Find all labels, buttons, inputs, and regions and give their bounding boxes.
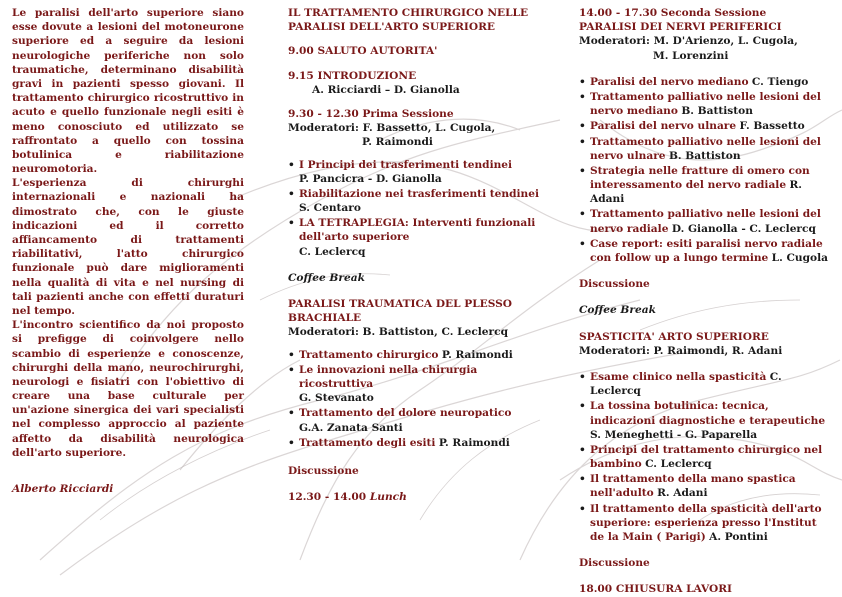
list-item: • I Principi dei trasferimenti tendinei P. Pancicra - D. Gianolla: [288, 158, 542, 186]
list-item: • Il trattamento della mano spastica nell'adulto R. Adani: [579, 472, 834, 500]
list-item: • Il trattamento della spasticità dell'arto superiore: esperienza presso l'Institut de la Main ( Parigi) A. Pontini: [579, 502, 834, 545]
list-item: • Case report: esiti paralisi nervo radiale con follow up a lungo termine L. Cugola: [579, 237, 834, 265]
list-item: • Paralisi del nervo ulnare F. Bassetto: [579, 119, 834, 133]
list-item: • Principi del trattamento chirurgico nel bambino C. Leclercq: [579, 443, 834, 471]
intro-speakers: A. Ricciardi – D. Gianolla: [312, 83, 460, 96]
discussion-afternoon-2: Discussione: [579, 557, 650, 570]
coffee-break: Coffee Break: [288, 271, 365, 284]
intro-column: [12, 6, 244, 496]
list-item: • Trattamento chirurgico P. Raimondi: [288, 348, 542, 362]
list-item: • Strategia nelle fratture di omero con interessamento del nervo radiale R. Adani: [579, 164, 834, 207]
session1-mod-label: Moderatori:: [288, 122, 359, 135]
coffee-break-afternoon: Coffee Break: [579, 304, 656, 317]
session2-time: 14.00 - 17.30 Seconda Sessione: [579, 7, 767, 19]
lunch-label: Lunch: [369, 491, 407, 504]
spasticity-talk-list: [579, 370, 834, 544]
list-item: • La tossina botulinica: tecnica, indicazioni diagnostiche e terapeutiche S. Meneghetti - G. Paparella: [579, 399, 834, 442]
intro-paragraph-1: Le paralisi dell'arto superiore siano esse dovute a lesioni del motoneurone superiore ed a seguire da lesioni neurologiche periferiche non solo traumatiche, determinano disabilità gravi in pazienti spesso giovani. Il trattamento chirurgico ricostruttivo in acuto e quello funzionale negli esiti è meno conosciuto ed utilizzato se raffrontato a quello con tossina botulinica e riabilitazione neuromotoria.: [12, 7, 244, 176]
session2-title: PARALISI DEI NERVI PERIFERICI: [579, 21, 782, 34]
session2-mod-names: M. D'Arienzo, L. Cugola,: [653, 35, 798, 48]
intro-time: 9.15 INTRODUZIONE: [288, 69, 417, 82]
plexus-talk-list: [288, 348, 542, 450]
plexus-title: PARALISI TRAUMATICA DEL PLESSO BRACHIALE: [288, 298, 513, 325]
lunch-break: [288, 490, 542, 504]
list-item: • Riabilitazione nei trasferimenti tendinei S. Centaro: [288, 187, 542, 215]
list-item: • Paralisi del nervo mediano C. Tiengo: [579, 75, 834, 89]
program-afternoon-column: [579, 6, 834, 597]
session1-mod-names: F. Bassetto, L. Cugola,: [362, 122, 496, 135]
list-item: • Esame clinico nella spasticità C. Leclercq: [579, 370, 834, 398]
list-item: • Trattamento palliativo nelle lesioni del nervo radiale D. Gianolla - C. Leclercq: [579, 207, 834, 235]
list-item: • Trattamento degli esiti P. Raimondi: [288, 436, 542, 450]
list-item: • Trattamento palliativo nelle lesioni del nervo mediano B. Battiston: [579, 90, 834, 118]
program-title: IL TRATTAMENTO CHIRURGICO NELLE PARALISI DELL'ARTO SUPERIORE: [288, 7, 529, 34]
intro-paragraph-2: L'esperienza di chirurghi internazionali e nazionali ha dimostrato che, con le giuste indicazioni ed il corretto affiancamento di trattamenti riabilitativi, l'atto chirurgico funzionale può dare miglioramenti nella qualità di vita e nel nursing di tali pazienti anche con effetti duraturi nel tempo.: [12, 177, 244, 317]
list-item: • Trattamento del dolore neuropatico G.A. Zanata Santi: [288, 406, 542, 434]
welcome-item: 9.00 SALUTO AUTORITA': [288, 45, 438, 58]
intro-paragraph-3: L'incontro scientifico da noi proposto si prefigge di coinvolgere nello scambio di esperienze e conoscenze, chirurghi della mano, neurochirurghi, neurologi e fisiatri con l'obiettivo di creare una base culturale per un'azione sinergica dei vari specialisti nel complesso approccio al paziente affetto da disabilità neurologica dell'arto superiore.: [12, 319, 244, 459]
discussion-afternoon-1: Discussione: [579, 278, 650, 291]
closing: 18.00 CHIUSURA LAVORI: [579, 583, 733, 596]
session1-time: 9.30 - 12.30 Prima Sessione: [288, 107, 454, 120]
session2-mod-names-2: M. Lorenzini: [653, 49, 729, 62]
session2-mod-label: Moderatori:: [579, 35, 650, 48]
session2-moderators: [579, 34, 834, 62]
lunch-time: 12.30 - 14.00: [288, 491, 367, 504]
session2-talk-list: [579, 75, 834, 265]
list-item: • LA TETRAPLEGIA: Interventi funzionali dell'arto superiore C. Leclercq: [288, 216, 542, 259]
program-morning-column: [288, 6, 542, 504]
session1-talk-list: [288, 158, 542, 259]
list-item: • Le innovazioni nella chirurgia ricostruttiva G. Stevanato: [288, 363, 542, 406]
signature: Alberto Ricciardi: [12, 483, 114, 495]
plexus-moderators: Moderatori: B. Battiston, C. Leclercq: [288, 326, 508, 339]
list-item: • Trattamento palliativo nelle lesioni del nervo ulnare B. Battiston: [579, 135, 834, 163]
discussion-morning: Discussione: [288, 464, 359, 477]
spasticity-title: SPASTICITA' ARTO SUPERIORE: [579, 330, 769, 343]
session1-moderators: [288, 121, 542, 149]
spasticity-moderators: Moderatori: P. Raimondi, R. Adani: [579, 344, 783, 357]
session1-mod-names-2: P. Raimondi: [362, 136, 433, 149]
